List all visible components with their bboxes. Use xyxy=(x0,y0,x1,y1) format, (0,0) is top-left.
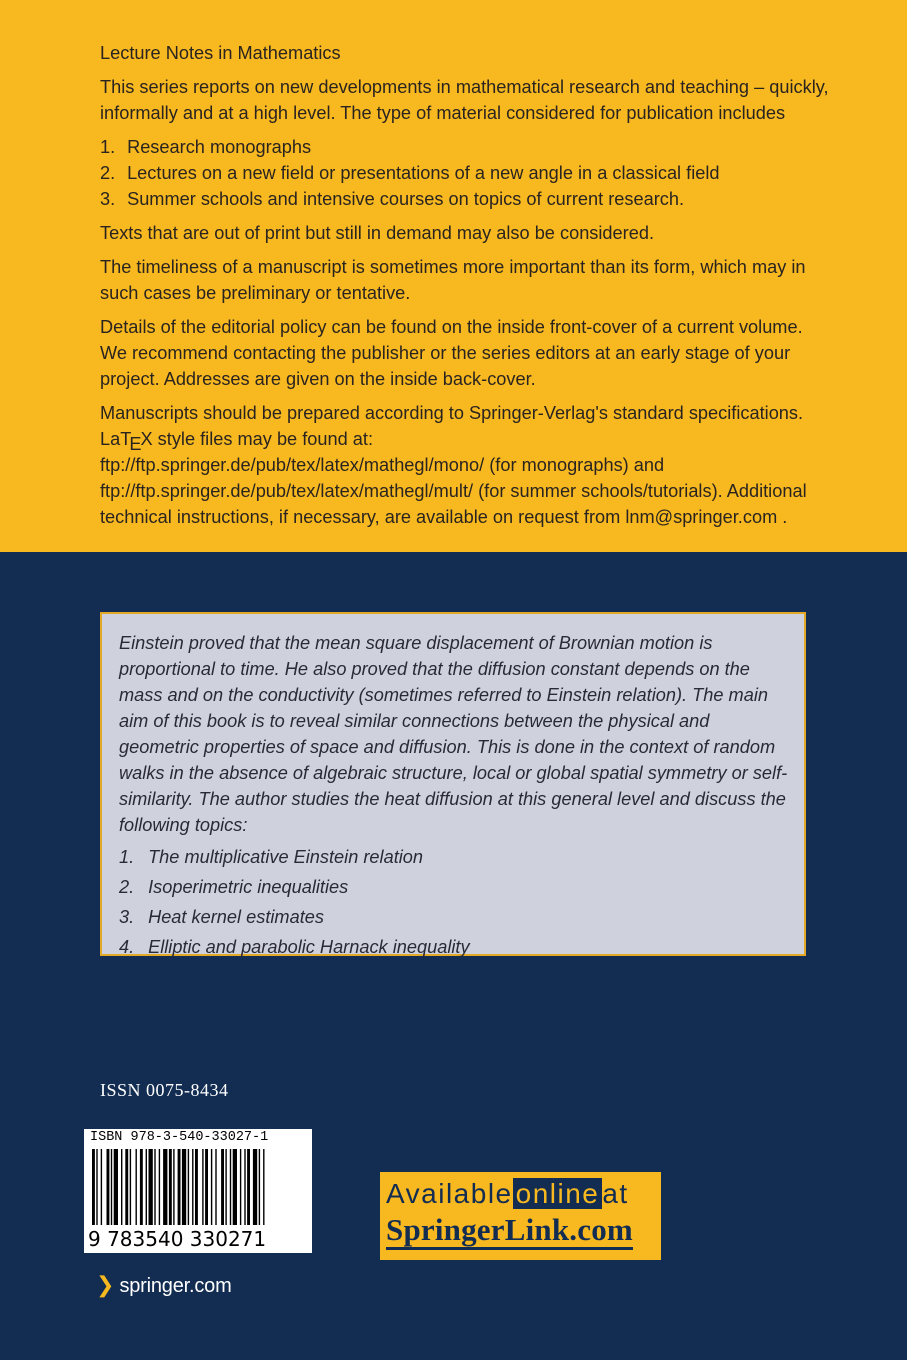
barcode-bar xyxy=(169,1149,172,1225)
barcode-bar xyxy=(125,1149,128,1225)
barcode-bar xyxy=(244,1149,245,1225)
barcode-bar xyxy=(92,1149,95,1225)
list-item: 1. Research monographs xyxy=(100,137,312,157)
ftp-mult-link[interactable]: ftp://ftp.springer.de/pub/tex/latex/mathegl/mult/ (for summer schools/tutorials). Additional technical instructions, if necessary, are available on request from lnm@springer.com . xyxy=(100,481,807,527)
barcode-bar xyxy=(215,1149,216,1225)
barcode-bar xyxy=(211,1149,212,1225)
out-of-print-note: Texts that are out of print but still in demand may also be considered. xyxy=(100,223,655,243)
material-list xyxy=(100,134,830,212)
available-online-badge[interactable] xyxy=(380,1172,661,1260)
list-item: 1. The multiplicative Einstein relation xyxy=(119,847,424,867)
barcode-bar xyxy=(253,1149,257,1225)
barcode-bar xyxy=(107,1149,110,1225)
timeliness-note: The timeliness of a manuscript is sometimes more important than its form, which may in such cases be preliminary or tentative. xyxy=(100,257,806,303)
issn-number: ISSN 0075-8434 xyxy=(100,1080,229,1100)
abstract-box xyxy=(100,612,806,956)
barcode-bar xyxy=(173,1149,174,1225)
latex-logo: LaTE xyxy=(100,429,142,454)
barcode-bar xyxy=(130,1149,131,1225)
ftp-mono-link[interactable]: ftp://ftp.springer.de/pub/tex/latex/mathegl/mono/ (for monographs) and xyxy=(100,455,665,475)
barcode-digits: 9 783540 330271 xyxy=(88,1227,267,1251)
barcode-bar xyxy=(202,1149,203,1225)
barcode-bar xyxy=(121,1149,122,1225)
barcode-bar xyxy=(140,1149,143,1225)
series-intro: This series reports on new developments in mathematical research and teaching – quickly, informally and at a high level. The type of material considered for publication includes xyxy=(100,77,829,123)
list-item: 4. Elliptic and parabolic Harnack inequality xyxy=(119,937,470,957)
barcode-bar xyxy=(263,1149,264,1225)
barcode-bar xyxy=(230,1149,231,1225)
editorial-policy-note: Details of the editorial policy can be found on the inside front-cover of a current volume. We recommend contacting the publisher or the series editors at an early stage of your project. Addresses are given on the inside back-cover. xyxy=(100,317,803,389)
barcode-bar xyxy=(192,1149,193,1225)
series-title: Lecture Notes in Mathematics xyxy=(100,43,341,63)
manuscripts-note: Manuscripts should be prepared according to Springer-Verlag's standard specifications. LaTEX style files may be found at: ftp://ftp.springer.de/pub/tex/latex/mathegl/mono/ (for monographs) and ftp://ftp.springer.de/pub/tex/latex/mathegl/mult/ (for summer schools/tutorials). Additional technical instructions, if necessary, are available on request from lnm@springer.com . xyxy=(100,403,807,527)
chevron-right-icon: ❯ xyxy=(96,1272,115,1297)
springer-site-link[interactable]: ❯ springer.com xyxy=(96,1272,232,1297)
list-item: 3. Summer schools and intensive courses on topics of current research. xyxy=(100,189,685,209)
barcode-bar xyxy=(111,1149,112,1225)
barcode-bar xyxy=(163,1149,167,1225)
barcode-bar xyxy=(221,1149,224,1225)
barcode-bar xyxy=(96,1149,97,1225)
barcode-bar xyxy=(233,1149,237,1225)
list-item: 2. Lectures on a new field or presentations of a new angle in a classical field xyxy=(100,163,720,183)
barcode-bar xyxy=(159,1149,160,1225)
barcode-bar xyxy=(149,1149,153,1225)
list-item: 3. Heat kernel estimates xyxy=(119,907,324,927)
barcode-bar xyxy=(146,1149,147,1225)
available-online-line: Available online at xyxy=(386,1178,629,1209)
barcode-bar xyxy=(178,1149,181,1225)
list-item: 2. Isoperimetric inequalities xyxy=(119,877,349,897)
abstract-text: Einstein proved that the mean square displacement of Brownian motion is proportional to time. He also proved that the diffusion constant depends on the mass and on the conductivity (sometimes referred to Einstein relation). The main aim of this book is to reveal similar connections between the physical and geometric properties of space and diffusion. This is done in the context of random walks in the absence of algebraic structure, local or global spatial symmetry or self-similarity. The author studies the heat diffusion at this general level and discuss the following topics: xyxy=(119,633,788,835)
topics-list xyxy=(119,844,788,960)
barcode-bar xyxy=(195,1149,198,1225)
springerlink-wordmark: SpringerLink.com xyxy=(386,1212,633,1248)
barcode-bar xyxy=(101,1149,102,1225)
barcode-bar xyxy=(240,1149,241,1225)
barcode-bar xyxy=(154,1149,155,1225)
barcode-bar xyxy=(259,1149,260,1225)
barcode-bar xyxy=(188,1149,189,1225)
barcode-bar xyxy=(205,1149,208,1225)
barcode-bar xyxy=(182,1149,186,1225)
isbn-label: ISBN 978-3-540-33027-1 xyxy=(90,1130,269,1145)
barcode-bar xyxy=(247,1149,250,1225)
barcode-bar xyxy=(136,1149,137,1225)
series-info-panel xyxy=(0,0,907,552)
barcode-bar xyxy=(114,1149,118,1225)
isbn-barcode xyxy=(84,1129,312,1253)
barcode-bar xyxy=(225,1149,226,1225)
